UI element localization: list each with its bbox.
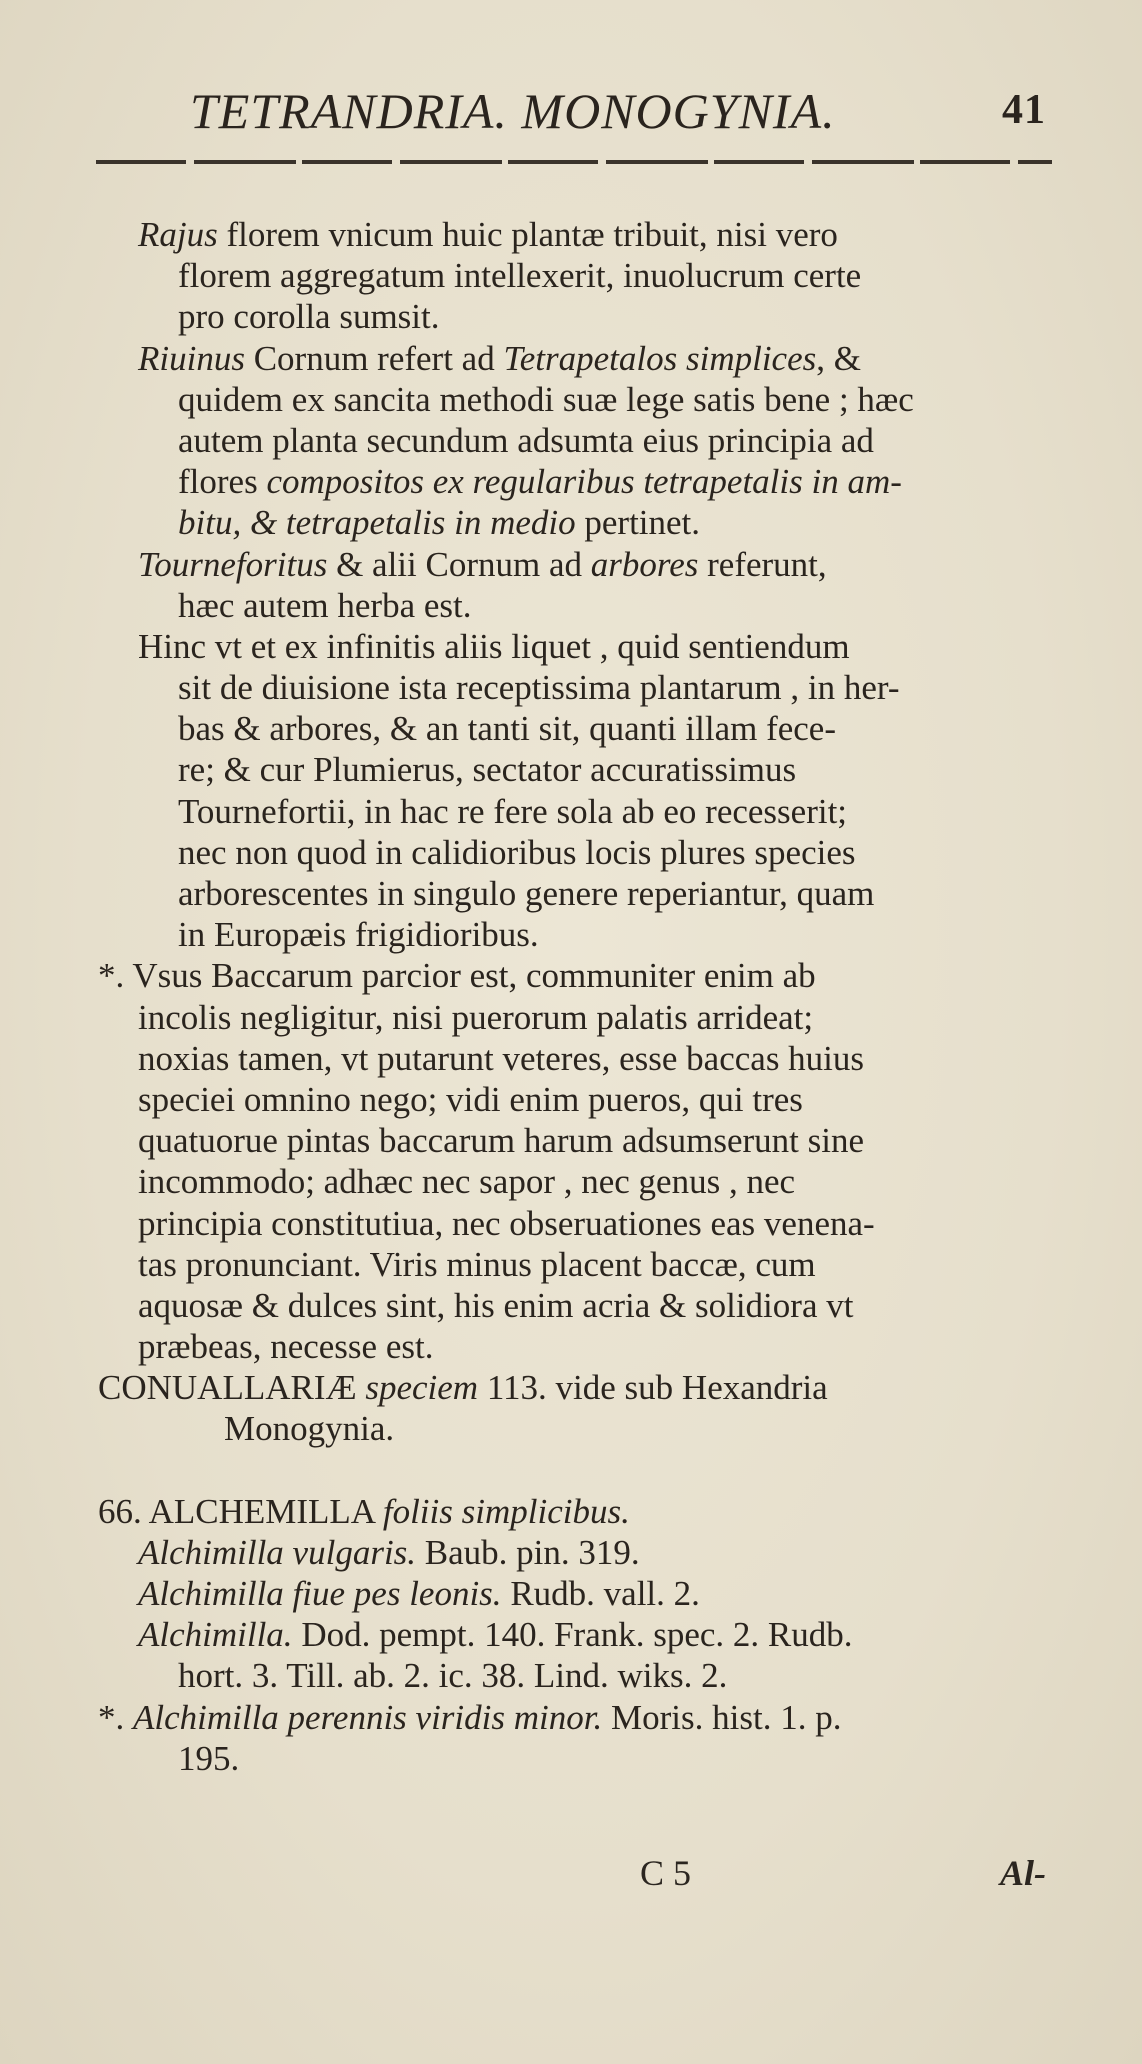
text-run: præbeas, necesse est. <box>138 1327 434 1367</box>
text-run: tas pronunciant. Viris minus placent baccæ, cum <box>138 1244 816 1284</box>
text-line <box>88 502 1060 543</box>
text-run: incommodo; adhæc nec sapor , nec genus , nec <box>138 1162 796 1202</box>
catchword: Al- <box>1000 1853 1047 1893</box>
text-run: nec non quod in calidioribus locis plures species <box>178 832 856 872</box>
text-run: Alchimilla. <box>138 1615 293 1655</box>
text-line <box>88 1450 1060 1491</box>
text-run: Riuinus <box>138 338 245 378</box>
text-run: bitu, & tetrapetalis in medio <box>178 503 576 543</box>
text-run: *. <box>98 1697 133 1737</box>
text-line <box>88 832 1060 873</box>
text-run: florem vnicum huic plantæ tribuit, nisi vero <box>217 215 838 254</box>
page-footer <box>0 1852 1142 1902</box>
text-run: Tourneforitus <box>138 544 328 584</box>
text-line <box>88 708 1060 749</box>
text-run: speciem <box>365 1368 479 1408</box>
text-run: CONUALLARIÆ <box>98 1368 366 1408</box>
text-line <box>88 1655 1060 1696</box>
text-run: pro corolla sumsit. <box>178 297 440 337</box>
text-run: hæc autem herba est. <box>178 585 472 625</box>
text-line <box>88 296 1060 337</box>
text-run: compositos ex regularibus tetrapetalis in am- <box>266 462 902 502</box>
text-line <box>88 1614 1060 1655</box>
text-run: pertinet. <box>575 503 701 543</box>
text-run: florem aggregatum intellexerit, inuolucrum certe <box>178 256 862 296</box>
text-line <box>88 955 1060 996</box>
text-line <box>88 461 1060 502</box>
text-run: Hinc vt et ex infinitis aliis liquet , quid sentiendum <box>138 626 850 666</box>
text-run: Baub. pin. 319. <box>416 1532 640 1572</box>
text-line <box>88 1367 1060 1408</box>
text-line <box>88 420 1060 461</box>
text-line <box>88 1285 1060 1326</box>
text-run: principia constitutiua, nec obseruationes eas venena- <box>138 1203 875 1243</box>
text-run: 195. <box>178 1738 240 1778</box>
text-line <box>88 1244 1060 1285</box>
running-title: TETRANDRIA. MONOGYNIA. <box>190 83 836 139</box>
text-run: speciei omnino nego; vidi enim pueros, qui tres <box>138 1079 803 1119</box>
text-run: sit de diuisione ista receptissima plantarum , in her- <box>178 668 900 708</box>
running-header <box>190 82 1070 142</box>
text-run: quatuorue pintas baccarum harum adsumserunt sine <box>138 1121 865 1161</box>
text-run: Alchimilla fiue pes leonis. <box>138 1574 502 1613</box>
text-run: quidem ex sancita methodi suæ lege satis bene ; hæc <box>178 379 914 419</box>
text-line <box>88 379 1060 420</box>
text-run: incolis negligitur, nisi puerorum palatis arrideat; <box>138 997 814 1037</box>
text-line <box>88 255 1060 296</box>
text-run: *. <box>98 956 133 996</box>
text-run: hort. 3. Till. ab. 2. ic. 38. Lind. wiks. 2. <box>178 1656 728 1696</box>
text-run: re; & cur Plumierus, sectator accuratissimus <box>178 750 797 790</box>
text-run: Alchimilla perennis viridis minor. <box>133 1697 603 1737</box>
text-line <box>88 214 1060 255</box>
text-run: arbores <box>590 544 699 584</box>
text-line <box>88 585 1060 626</box>
text-line <box>88 1532 1060 1573</box>
text-run: bas & arbores, & an tanti sit, quanti illam fece- <box>178 709 836 749</box>
text-line <box>88 791 1060 832</box>
text-run: & alii Cornum ad <box>327 544 591 584</box>
text-run: Alchimilla vulgaris. <box>138 1532 417 1572</box>
text-run: Vsus Baccarum parcior est, communiter enim ab <box>132 956 816 996</box>
text-run: 113. vide sub Hexandria <box>478 1368 828 1408</box>
page-number: 41 <box>1002 87 1046 133</box>
text-run: Rajus <box>138 215 218 254</box>
text-line <box>88 1120 1060 1161</box>
text-line <box>88 1573 1060 1614</box>
text-line <box>88 626 1060 667</box>
text-line <box>88 1161 1060 1202</box>
text-run: , & <box>816 338 861 378</box>
text-run: Moris. hist. 1. p. <box>602 1697 842 1737</box>
text-line <box>88 1738 1060 1779</box>
text-run: in Europæis frigidioribus. <box>178 915 539 955</box>
text-run: Dod. pempt. 140. Frank. spec. 2. Rudb. <box>292 1615 853 1655</box>
text-run: arborescentes in singulo genere reperiantur, quam <box>178 874 875 913</box>
text-run: Rudb. vall. 2. <box>501 1574 700 1613</box>
signature-mark: C 5 <box>640 1853 692 1893</box>
text-line <box>88 1491 1060 1532</box>
text-line <box>88 873 1060 914</box>
text-run: referunt, <box>698 544 827 584</box>
text-run: foliis simplicibus. <box>382 1491 630 1531</box>
text-run: autem planta secundum adsumta eius principia ad <box>178 420 874 460</box>
text-line <box>88 997 1060 1038</box>
text-line <box>88 544 1060 585</box>
text-run: flores <box>178 462 267 502</box>
text-run: Tournefortii, in hac re fere sola ab eo recesserit; <box>178 791 848 831</box>
header-rule <box>96 160 1052 164</box>
text-line <box>88 1079 1060 1120</box>
text-line <box>88 1697 1060 1738</box>
text-line <box>88 914 1060 955</box>
text-line <box>88 749 1060 790</box>
text-line <box>88 1408 1060 1449</box>
text-run: noxias tamen, vt putarunt veteres, esse baccas huius <box>138 1038 865 1078</box>
text-run: Cornum refert ad <box>244 338 504 378</box>
text-line <box>88 667 1060 708</box>
body-text <box>88 214 1060 1779</box>
text-line <box>88 338 1060 379</box>
text-line <box>88 1326 1060 1367</box>
text-line <box>88 1038 1060 1079</box>
text-run: aquosæ & dulces sint, his enim acria & solidiora vt <box>138 1285 854 1325</box>
text-run: 66. ALCHEMILLA <box>98 1491 383 1531</box>
text-run: Tetrapetalos simplices <box>503 338 817 378</box>
text-run: Monogynia. <box>224 1409 395 1449</box>
text-line <box>88 1203 1060 1244</box>
